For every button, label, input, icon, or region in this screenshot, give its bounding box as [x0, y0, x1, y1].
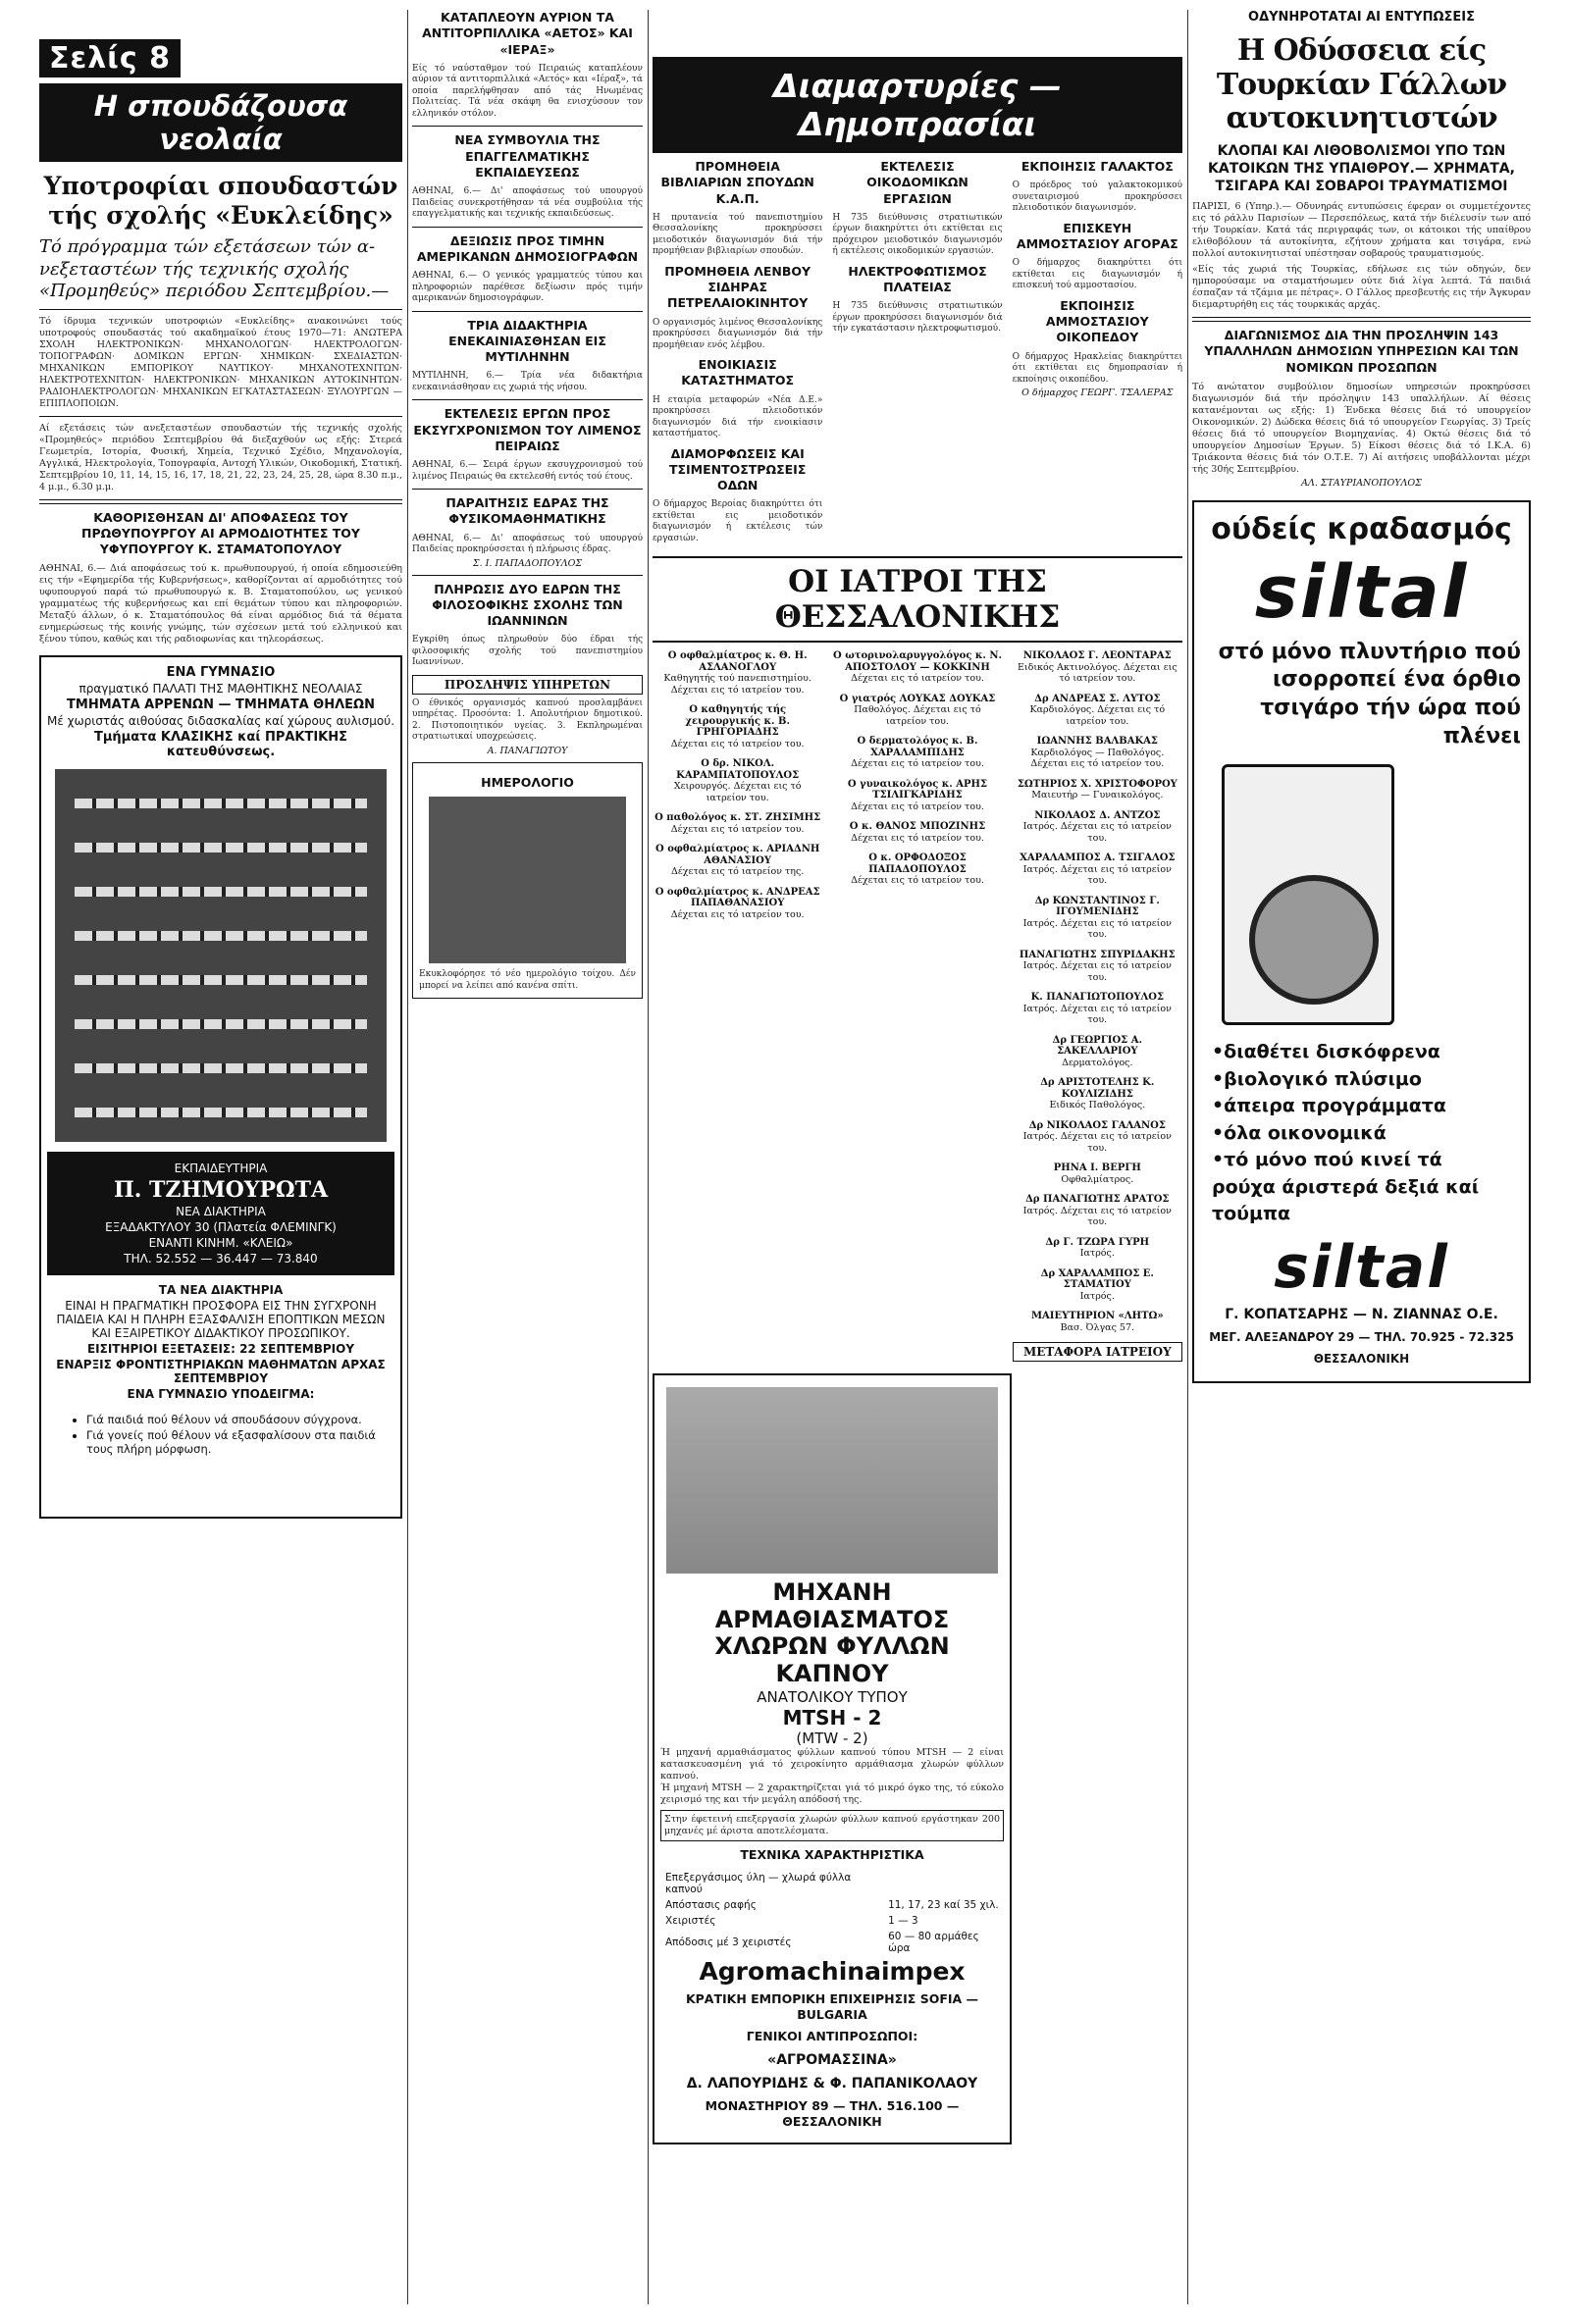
notice-heading: ΠΡΟΣΛΗΨΙΣ ΥΠΗΡΕΤΩΝ — [412, 675, 643, 695]
list-item: • Γιά γονείς πού θέλουν νά εξασφαλίσουν στα παιδιά τους πλήρη μόρφωση. — [86, 1428, 394, 1456]
ad-line: ΝΕΑ ΔΙΑΚΤΗΡΙΑ — [176, 1205, 266, 1219]
doctor-listing — [1013, 650, 1182, 685]
headline-ioannina: ΠΛΗΡΩΣΙΣ ΔΥΟ ΕΔΡΩΝ ΤΗΣ ΦΙΛΟΣΟΦΙΚΗΣ ΣΧΟΛΗΣ ΤΩΝ ΙΩΑΝΝΙΝΩΝ — [432, 581, 623, 628]
school-name: Π. ΤΖΗΜΟΥΡΩΤΑ — [113, 1177, 329, 1204]
doctor-name: Ο οφθαλμίατρος κ. Θ. Η. ΑΣΛΑΝΟΓΛΟΥ — [667, 650, 808, 673]
signature: Α. ΠΑΝΑΓΙΩΤΟΥ — [487, 745, 568, 756]
notice-heading: ΕΠΙΣΚΕΥΗ ΑΜΜΟΣΤΑΣΙΟΥ ΑΓΟΡΑΣ — [1016, 220, 1178, 251]
machine-description: Ή μηχανή MTSH — 2 χαρακτηρίζεται γιά τό μικρό όγκο της, τό εύκολο χειρισμό της και τήν μεγάλη απόδοσή της. — [660, 1782, 1004, 1805]
section-banner: Η σπουδάζουσα νεολαία — [39, 83, 402, 162]
article-body: ΑΘΗΝΑΙ, 6.— Δι' αποφάσεως τού υπουργού Παιδείας συνεκροτήθησαν τά νέα συμβούλια τής επαγγελματικής και τεχνικής εκπαιδεύσεως. — [412, 186, 643, 219]
headline-schools-mytilene: ΤΡΙΑ ΔΙΔΑΚΤΗΡΙΑ ΕΝΕΚΑΙΝΙΑΣΘΗΣΑΝ ΕΙΣ ΜΥΤΙΛΗΝΗΝ — [448, 317, 606, 364]
doctor-info: Χειρουργός. Δέχεται εις τό ιατρείον του. — [673, 781, 802, 803]
auction-notices — [653, 153, 1182, 544]
representatives-label: ΓΕΝΙΚΟΙ ΑΝΤΙΠΡΟΣΩΠΟΙ: — [746, 2029, 918, 2044]
signature: Σ. Ι. ΠΑΠΑΔΟΠΟΥΛΟΣ — [472, 557, 583, 569]
page-number: Σελίς 8 — [39, 39, 181, 77]
article-body: «Είς τάς χωριά τής Τουρκίας, εδήλωσε εις τών οδηγών, δεν ημπορούσαμε να σταματήσωμεν ούτε διά λίγα λεπτά. Τά παιδιά έσπαζαν τά τζάμια με πέτρας». Ο Γάλλος πρεσβευτής εις τήν Άγκυραν διεμαρτυρήθη εις τάς τουρκικάς αρχάς. — [1192, 264, 1531, 311]
doctor-info: Ιατρός. Δέχεται εις τό ιατρείον του. — [1022, 960, 1172, 983]
spec-row — [662, 1930, 1002, 1955]
doctor-name: Ο γιατρός ΛΟΥΚΑΣ ΔΟΥΚΑΣ — [839, 693, 996, 704]
doctor-listing — [1013, 810, 1182, 845]
headline-reception: ΔΕΞΙΩΣΙΣ ΠΡΟΣ ΤΙΜΗΝ ΑΜΕΡΙΚΑΝΩΝ ΔΗΜΟΣΙΟΓΡΑΦΩΝ — [416, 232, 639, 264]
dealer-name: Γ. ΚΟΠΑΤΣΑΡΗΣ — Ν. ΖΙΑΝΝΑΣ Ο.Ε. — [1225, 1307, 1498, 1323]
notice-heading: ΕΚΤΕΛΕΣΙΣ ΟΙΚΟΔΟΜΙΚΩΝ ΕΡΓΑΣΙΩΝ — [866, 159, 968, 206]
ad-line: ΕΝΑ ΓΥΜΝΑΣΙΟ ΥΠΟΔΕΙΓΜΑ: — [127, 1387, 315, 1402]
ad-line: ΕΚΠΑΙΔΕΥΤΗΡΙΑ — [174, 1162, 268, 1176]
doctor-info: Δέχεται εις τό ιατρείον του. — [851, 673, 984, 685]
school-building-image — [55, 769, 387, 1142]
dealer-city: ΘΕΣΣΑΛΟΝΙΚΗ — [1313, 1352, 1410, 1367]
doctor-info: Βασ. Όλγας 57. — [1060, 1321, 1135, 1333]
doctor-info: Ιατρός. — [1079, 1248, 1115, 1260]
doctor-listing — [1013, 896, 1182, 941]
doctor-name: Κ. ΠΑΝΑΓΙΩΤΟΠΟΥΛΟΣ — [1030, 992, 1165, 1004]
ad-line: ΤΑ ΝΕΑ ΔΙΑΚΤΗΡΙΑ — [158, 1283, 284, 1298]
ad-title: ΗΜΕΡΟΛΟΓΙΟ — [481, 774, 574, 790]
machine-description: Ή μηχανή αρμαθιάσματος φύλλων καπνού τύπου MTSH — 2 είναι κατασκευασμένη γιά τό χειροκίνητο αρμάθιασμα χλωρών φύλλων καπνού. — [660, 1746, 1004, 1782]
doctor-listing — [653, 758, 822, 803]
doctor-info: Δέχεται εις τό ιατρείον της. — [671, 866, 805, 878]
doctor-name: Ο παθολόγος κ. ΣΤ. ΖΗΣΙΜΗΣ — [654, 812, 821, 824]
doctor-name: Ο δρ. ΝΙΚΟΛ. ΚΑΡΑΜΠΑΤΟΠΟΥΛΟΣ — [676, 758, 800, 781]
doctor-info: Παθολόγος. Δέχεται εις τό ιατρείον του. — [854, 704, 981, 727]
representative-name: Δ. ΛΑΠΟΥΡΙΔΗΣ & Φ. ΠΑΠΑΝΙΚΟΛΑΟΥ — [686, 2075, 978, 2092]
doctor-listing — [832, 694, 1002, 728]
doctors-list — [1013, 650, 1182, 1366]
spec-cell — [885, 1871, 1002, 1896]
divider — [412, 311, 643, 312]
doctor-listing — [1013, 1311, 1182, 1333]
doctor-listing — [1013, 1268, 1182, 1303]
doctor-listing — [1013, 950, 1182, 984]
article-body: ΑΘΗΝΑΙ, 6.— Δι' αποφάσεως τού υπουργού Παιδείας προκηρύσσεται ή πλήρωσις έδρας. — [412, 533, 643, 554]
notice-body: Η 735 διεύθυνσις στρατιωτικών έργων προκηρύσσει διαγωνισμόν διά τήν εγκατάστασιν ηλεκτροφωτισμού. — [832, 301, 1003, 335]
ad-body: Εκυκλοφόρησε τό νέο ημερολόγιο τοίχου. Δέν μπορεί να λείπει από κανένα σπίτι. — [419, 969, 636, 991]
doctor-listing — [1013, 992, 1182, 1026]
doctor-listing — [1013, 1194, 1182, 1228]
spec-cell: Επεξεργάσιμος ύλη — χλωρά φύλλα καπνού — [665, 1871, 852, 1895]
calendar-advertisement — [412, 762, 643, 999]
doctor-name: Δρ ΠΑΝΑΓΙΩΤΗΣ ΑΡΑΤΟΣ — [1025, 1194, 1170, 1206]
doctor-listing — [832, 779, 1002, 813]
ad-line: ΕΝΑΡΞΙΣ ΦΡΟΝΤΙΣΤΗΡΙΑΚΩΝ ΜΑΘΗΜΑΤΩΝ ΑΡΧΑΣ ΣΕΠΤΕΜΒΡΙΟΥ — [56, 1358, 386, 1386]
headline-deputy-minister: ΚΑΘΟΡΙΣΘΗΣΑΝ ΔΙ' ΑΠΟΦΑΣΕΩΣ ΤΟΥ ΠΡΩΘΥΠΟΥΡΓΟΥ ΑΙ ΑΡΜΟΔΙΟΤΗΤΕΣ ΤΟΥ ΥΦΥΠΟΥΡΓΟΥ Κ. ΣΤΑΜΑΤΟΠΟΥΛΟΥ — [81, 509, 360, 556]
ad-line: ΤΜΗΜΑΤΑ ΑΡΡΕΝΩΝ — ΤΜΗΜΑΤΑ ΘΗΛΕΩΝ — [67, 697, 375, 713]
notice-heading: ΕΚΠΟΙΗΣΙΣ ΓΑΛΑΚΤΟΣ — [1020, 159, 1174, 174]
ad-list — [47, 1413, 394, 1456]
divider — [412, 126, 643, 127]
headline-piraeus-port: ΕΚΤΕΛΕΣΙΣ ΕΡΓΩΝ ΠΡΟΣ ΕΚΣΥΓΧΡΟΝΙΣΜΟΝ ΤΟΥ ΛΙΜΕΝΟΣ ΠΕΙΡΑΙΩΣ — [413, 406, 642, 453]
headline-councils: ΝΕΑ ΣΥΜΒΟΥΛΙΑ ΤΗΣ ΕΠΑΓΓΕΛΜΑΤΙΚΗΣ ΕΚΠΑΙΔΕΥΣΕΩΣ — [454, 132, 601, 180]
doctor-info: Ειδικός Παθολόγος. — [1049, 1100, 1146, 1111]
spec-cell: 60 — 80 αρμάθες ώρα — [888, 1930, 979, 1954]
doctor-listing — [832, 821, 1002, 844]
doctor-name: Δρ ΑΡΙΣΤΟΤΕΛΗΣ Κ. ΚΟΥΛΙΖΙΔΗΣ — [1040, 1077, 1155, 1100]
doctors-list — [653, 650, 822, 1366]
representative-address: ΜΟΝΑΣΤΗΡΙΟΥ 89 — ΤΗΛ. 516.100 — ΘΕΣΣΑΛΟΝΙΚΗ — [705, 2098, 960, 2130]
doctor-listing — [653, 704, 822, 749]
lead-paragraph: Τό πρόγραμμα τών εξετάσεων τών α-νεξεταστέων τής τεχνικής σχολής «Προμηθεύς» περιόδου Σεπτεμβρίου.— — [39, 236, 402, 310]
doctor-name: Ο κ. ΘΑΝΟΣ ΜΠΟΖΙΝΗΣ — [849, 821, 986, 833]
feature-item: •άπειρα προγράμματα — [1212, 1095, 1446, 1117]
notice-heading: ΠΡΟΜΗΘΕΙΑ ΛΕΝΒΟΥ ΣΙΔΗΡΑΣ ΠΕΤΡΕΛΑΙΟΚΙΝΗΤΟΥ — [664, 263, 811, 311]
notice-body: Η 735 διεύθυνσις στρατιωτικών έργων διακηρύττει ότι εκτίθεται εις πρόχειρον μειοδοτικόν διαγωνισμόν ή εκτέλεσις οικοδομικών εργασιών. — [832, 212, 1003, 257]
doctor-info: Δερματολόγος. — [1062, 1057, 1133, 1068]
doctor-name: Δρ Γ. ΤΖΩΡΑ ΓΥΡΗ — [1045, 1236, 1150, 1248]
doctor-info: Ιατρός. Δέχεται εις τό ιατρείον του. — [1022, 1205, 1172, 1228]
article-body: Είς τό ναύσταθμον τού Πειραιώς καταπλέουν αύριον τά αντιτορπιλλικά «Αετός» και «Ιέραξ», τά οποία παρελήφθησαν από τάς Ηνωμένας Πολιτείας. Τά νέα σκάφη θα ενισχύσουν τον ελληνικόν στόλον. — [412, 63, 643, 119]
doctor-info: Ιατρός. — [1079, 1290, 1115, 1302]
doctor-listing — [1013, 1162, 1182, 1185]
school-name-box — [47, 1152, 394, 1275]
notice-body: Ο δήμαρχος διακηρύττει ότι εκτίθεται εις διαγωνισμόν ή επισκευή τού αμμοστασίου. — [1012, 258, 1182, 291]
ad-phone: ΤΗΛ. 52.552 — 36.447 — 73.840 — [124, 1252, 318, 1266]
article-body: Τό ανώτατον συμβούλιον δημοσίων υπηρεσιών προκηρύσσει διαγωνισμόν διά τήν πρόσληψιν 143 υπαλλήλων. Αί θέσεις κατανέμονται ως εξής: 1) Ένδεκα θέσεις διά τό υπουργείον Οικονομικών. 2) Δώδεκα θέσεις διά τό υπουργείον Γεωργίας. 3) Τρείς θέσεις διά τό υπουργείον Βιομηχανίας. 4) Οκτώ θέσεις διά τό υπουργείον Δημοσίων Έργων. 5) Είκοσι θέσεις διά τό Ι.Κ.Α. 6) Τριάκοντα θέσεις διά τόν Ο.Τ.Ε. 7) Αί αιτήσεις υποβάλλονται μέχρι τής 30ής Σεπτεμβρίου. — [1192, 381, 1531, 475]
spec-heading: ΤΕΧΝΙΚΑ ΧΑΡΑΚΤΗΡΙΣΤΙΚΑ — [740, 1846, 924, 1862]
spec-cell: 1 — 3 — [888, 1914, 918, 1927]
doctor-info: Οφθαλμίατρος. — [1061, 1173, 1134, 1185]
article-body: ΑΘΗΝΑΙ, 6.— Ο γενικός γραμματεύς τύπου και πληροφοριών παρέθεσε δεξίωσιν πρός τιμήν αμερικανών δημοσιογράφων. — [412, 271, 643, 303]
doctor-listing — [1013, 779, 1182, 801]
column-news — [412, 0, 643, 1005]
column-turkey-rally — [1192, 0, 1531, 1383]
doctor-info: Ιατρός. Δέχεται εις τό ιατρείον του. — [1022, 821, 1172, 844]
spec-row — [662, 1914, 1002, 1928]
doctor-info: Δέχεται εις τό ιατρείον του. — [670, 908, 805, 920]
notice-heading: ΠΡΟΜΗΘΕΙΑ ΒΙΒΛΙΑΡΙΩΝ ΣΠΟΥΔΩΝ Κ.Α.Π. — [660, 159, 814, 206]
ad-line: Μέ χωριστάς αιθούσας διδασκαλίας καί χώρους αυλισμού. — [47, 714, 395, 729]
notice-body: Ο δήμαρχος Ηρακλείας διακηρύττει ότι εκτίθεται εις δημοπρασίαν ή εκποίησις οικοπέδου. — [1012, 351, 1182, 385]
doctor-name: ΜΑΙΕΥΤΗΡΙΟΝ «ΛΗΤΩ» — [1030, 1311, 1164, 1322]
doctor-name: ΣΩΤΗΡΙΟΣ Χ. ΧΡΙΣΤΟΦΟΡΟΥ — [1017, 778, 1178, 790]
school-advertisement — [39, 655, 402, 1519]
spec-cell: Απόστασις ραφής — [665, 1898, 757, 1911]
doctor-listing — [1013, 1120, 1182, 1155]
divider — [1192, 317, 1531, 322]
headline-scholarships: Υποτροφίαι σπουδαστών τής σχολής «Ευκλείδης» — [43, 172, 398, 230]
doctor-info: Δέχεται εις τό ιατρείον του. — [851, 832, 984, 844]
notice-body: Η πρυτανεία τού πανεπιστημίου Θεσσαλονίκης προκηρύσσει μειοδοτικόν διαγωνισμόν διά τήν προμήθειαν βιβλιαρίων σπουδών. — [653, 212, 823, 257]
doctor-listing — [1013, 1237, 1182, 1260]
doctor-name: Ο δερματολόγος κ. Β. ΧΑΡΑΛΑΜΠΙΔΗΣ — [857, 736, 978, 758]
divider — [412, 399, 643, 400]
feature-item: •βιολογικό πλύσιμο — [1212, 1067, 1422, 1090]
divider — [412, 227, 643, 228]
spec-cell: 11, 17, 23 καί 35 χιλ. — [888, 1898, 999, 1911]
feature-list — [1212, 1039, 1511, 1228]
notice-body: Ο δήμαρχος Βεροίας διακηρύττει ότι εκτίθεται εις μειοδοτικόν διαγωνισμόν ή εκτέλεσις τών εργασιών. — [653, 499, 823, 543]
doctor-info: Καθηγητής τού πανεπιστημίου. Δέχεται εις τό ιατρείον του. — [663, 673, 811, 696]
representative-name: «ΑΓΡΟΜΑΣΣΙΝΑ» — [767, 2051, 897, 2068]
doctor-listing — [832, 852, 1002, 887]
feature-item: •διαθέτει δισκόφρενα — [1212, 1041, 1440, 1063]
article-body: Αί εξετάσεις τών ανεξεταστέων σπουδαστών τής τεχνικής σχολής «Προμηθεύς» περιόδου Σεπτεμβρίου θά διεξαχθούν ως εξής: Στερεά Γεωμετρία, Ιστορία, Φυσική, Χημεία, Τεχνικό Σχέδιο, Μηχανολογία, Αγγλικά, Ηλεκτρολογία, Τοπογραφία, Αντοχή Υλικών, Οικοδομική, Στατική. Σεπτεμβρίου 10, 11, 14, 15, 16, 17, 18, 21, 22, 23, 24, 25, 28, ώρα 8.30 π.μ., 4 μ.μ., 6.30 μ.μ. — [39, 422, 402, 492]
doctor-info: Ιατρός. Δέχεται εις τό ιατρείον του. — [1022, 1003, 1172, 1026]
article-body: ΑΘΗΝΑΙ, 6.— Διά αποφάσεως τού κ. πρωθυπουργού, ή οποία εδημοσιεύθη εις τήν «Εφημερίδα τής Κυβερνήσεως», καθορίζονται αί αρμοδιότητες τού υφυπουργού παρά τώ πρωθυπουργώ κ. Β. Σταματοπούλου, ως γενικού γραμματέως τής κυβερνήσεως και επί θεμάτων τύπου και πληροφοριών. Μεταξύ άλλων, ό κ. Σταματόπουλος θά είναι αρμόδιος διά τά θέματα ενημερώσεως τής κοινής γνώμης, τών σχέσεων μετά τού ελληνικού και ξένου τύπου, καθώς και τής ραδιοφωνίας και τηλεοράσεως. — [39, 563, 402, 646]
column-auctions — [653, 0, 1182, 2144]
spec-cell: Απόδοσις μέ 3 χειριστές — [665, 1936, 792, 1948]
doctor-listing — [653, 887, 822, 921]
doctor-info: Ιατρός. Δέχεται εις τό ιατρείον του. — [1022, 863, 1172, 887]
doctor-info: Δέχεται εις τό ιατρείον του. — [670, 738, 805, 749]
article-body: Εγκρίθη όπως πληρωθούν δύο έδραι τής φιλοσοφικής σχολής τού πανεπιστημίου Ιωαννίνων. — [412, 635, 643, 668]
doctor-name: Ο οφθαλμίατρος κ. ΑΝΔΡΕΑΣ ΠΑΠΑΘΑΝΑΣΙΟΥ — [654, 886, 820, 909]
machine-image — [666, 1387, 998, 1574]
notice-heading: ΜΕΤΑΦΟΡΑ ΙΑΤΡΕΙΟΥ — [1013, 1342, 1182, 1362]
section-banner: Διαμαρτυρίες — Δημοπρασίαι — [653, 57, 1182, 153]
ad-slogan: στό μόνο πλυντήριο πού ισορροπεί ένα όρθιο τσιγάρο τήν ώρα πού πλένει — [1218, 639, 1521, 749]
doctor-name: Δρ ΝΙΚΟΛΑΟΣ ΓΑΛΑΝΟΣ — [1028, 1119, 1166, 1131]
article-body: Ο έθνικός οργανισμός καπνού προσλαμβάνει υπηρέτας. Προσόντα: 1. Απολυτήριον δημοτικού. 2. Πιστοποιητικόν υγείας. 3. Εκπληρωμέναι στρατιωτικαί υποχρεώσεις. — [412, 697, 643, 743]
tobacco-machine-advertisement — [653, 1373, 1012, 2143]
divider — [39, 499, 402, 504]
headline-destroyers: ΚΑΤΑΠΛΕΟΥΝ ΑΥΡΙΟΝ ΤΑ ΑΝΤΙΤΟΡΠΙΛΛΙΚΑ «ΑΕΤΟΣ» ΚΑΙ «ΙΕΡΑΞ» — [422, 10, 633, 57]
doctor-listing — [653, 650, 822, 696]
doctor-info: Καρδιολόγος. Δέχεται εις τό ιατρείον του. — [1029, 704, 1166, 727]
doctor-info: Δέχεται εις τό ιατρείον του. — [670, 823, 805, 835]
divider — [39, 416, 402, 417]
article-body: Τό ίδρυμα τεχνικών υποτροφιών «Ευκλείδης» ανακοινώνει τούς υποτροφούς σπουδαστάς τού ακαδημαϊκού έτους 1970—71: ΑΝΩΤΕΡΑ ΣΧΟΛΗ ΗΛΕΚΤΡΟΝΙΚΩΝ· ΜΗΧΑΝΟΛΟΓΩΝ· ΗΛΕΚΤΡΟΛΟΓΩΝ· ΤΟΠΟΓΡΑΦΩΝ· ΔΟΜΙΚΩΝ ΕΡΓΩΝ· ΧΗΜΙΚΩΝ· ΣΧΕΔΙΑΣΤΩΝ· ΜΗΧΑΝΙΚΩΝ ΕΜΠΟΡΙΚΟΥ ΝΑΥΤΙΚΟΥ· ΜΗΧΑΝΟΤΕΧΝΙΤΩΝ· ΗΛΕΚΤΡΟΤΕΧΝΙΤΩΝ· ΗΛΕΚΤΡΟΝΙΚΩΝ· ΜΗΧΑΝΙΚΩΝ ΑΥΤΟΚΙΝΗΤΩΝ· ΡΑΔΙΟΗΛΕΚΤΡΟΛΟΓΩΝ· ΜΗΧΑΝΙΚΩΝ ΕΓΚΑΤΑΣΤΑΣΕΩΝ· ΞΥΛΟΥΡΓΩΝ — ΕΠΙΠΛΟΠΟΙΩΝ. — [39, 315, 402, 409]
article-body: ΜΥΤΙΛΗΝΗ, 6.— Τρία νέα διδακτήρια ενεκαινιάσθησαν εις χωριά τής νήσου. — [412, 371, 643, 392]
machine-title: ΜΗΧΑΝΗ ΑΡΜΑΘΙΑΣΜΑΤΟΣ ΧΛΩΡΩΝ ΦΥΛΛΩΝ ΚΑΠΝΟΥ — [714, 1578, 950, 1688]
doctor-info: Δέχεται εις τό ιατρείον του. — [851, 875, 984, 887]
spec-table — [660, 1869, 1004, 1957]
signature: Ο δήμαρχος ΓΕΩΡΓ. ΤΣΑΛΕΡΑΣ — [1021, 387, 1174, 398]
notice-heading: ΗΛΕΚΤΡΟΦΩΤΙΣΜΟΣ ΠΛΑΤΕΙΑΣ — [848, 263, 987, 294]
brand-logo: Agromachinaimpex — [699, 1956, 966, 1986]
notice-body: Η εταιρία μεταφορών «Νέα Δ.Ε.» προκηρύσσει πλειοδοτικόν διαγωνισμόν διά τήν ενοικίασιν καταστήματος. — [653, 394, 823, 439]
column-rule — [648, 10, 649, 2304]
subheadline: ΚΛΟΠΑΙ ΚΑΙ ΛΙΘΟΒΟΛΙΣΜΟΙ ΥΠΟ ΤΩΝ ΚΑΤΟΙΚΩΝ ΤΗΣ ΥΠΑΙΘΡΟΥ.— ΧΡΗΜΑΤΑ, ΤΣΙΓΑΡΑ ΚΑΙ ΣΟΒΑΡΟΙ ΤΡΑΥΜΑΤΙΣΜΟΙ — [1208, 142, 1515, 194]
column-rule — [1187, 10, 1188, 2304]
doctor-info: Ιατρός. Δέχεται εις τό ιατρείον του. — [1022, 917, 1172, 941]
divider — [412, 575, 643, 576]
ad-line: ΕΙΣΙΤΗΡΙΟΙ ΕΞΕΤΑΣΕΙΣ: 22 ΣΕΠΤΕΜΒΡΙΟΥ — [86, 1342, 355, 1357]
doctor-name: Ο γυναικολόγος κ. ΑΡΗΣ ΤΣΙΛΙΓΚΑΡΙΔΗΣ — [847, 778, 988, 801]
headline-physics-chair: ΠΑΡΑΙΤΗΣΙΣ ΕΔΡΑΣ ΤΗΣ ΦΥΣΙΚΟΜΑΘΗΜΑΤΙΚΗΣ — [445, 495, 609, 527]
doctor-name: ΝΙΚΟΛΑΟΣ Γ. ΛΕΟΝΤΑΡΑΣ — [1022, 650, 1172, 662]
notice-heading: ΔΙΑΜΟΡΦΩΣΕΙΣ ΚΑΙ ΤΣΙΜΕΝΤΟΣΤΡΩΣΕΙΣ ΟΔΩΝ — [668, 445, 807, 492]
kicker: ΟΔΥΝΗΡΟΤΑΤΑΙ ΑΙ ΕΝΤΥΠΩΣΕΙΣ — [1248, 10, 1475, 25]
doctor-listing — [653, 812, 822, 835]
siltal-logo: siltal — [1274, 1233, 1449, 1303]
doctor-name: ΙΩΑΝΝΗΣ ΒΑΛΒΑΚΑΣ — [1036, 736, 1158, 748]
calendar-image — [429, 797, 626, 963]
doctor-info: Ιατρός. Δέχεται εις τό ιατρείον του. — [1022, 1131, 1172, 1154]
notice-heading: ΕΚΠΟΙΗΣΙΣ ΑΜΜΟΣΤΑΣΙΟΥ ΟΙΚΟΠΕΔΟΥ — [1045, 297, 1149, 345]
doctor-name: Ο ωτορινολαρυγγολόγος κ. Ν. ΑΠΟΣΤΟΛΟΥ — ΚΟΚΚΙΝΗ — [833, 650, 1002, 673]
machine-model: MTSH - 2 — [782, 1705, 882, 1730]
doctor-listing — [832, 650, 1002, 685]
doctor-listing — [653, 844, 822, 878]
machine-type: ΑΝΑΤΟΛΙΚΟΥ ΤΥΠΟΥ — [757, 1687, 908, 1706]
siltal-logo: siltal — [1254, 549, 1469, 635]
list-item: • Γιά παιδιά πού θέλουν νά σπουδάσουν σύγχρονα. — [86, 1413, 394, 1426]
ad-tagline: ούδείς κραδασμός — [1211, 511, 1512, 546]
newspaper-page — [39, 0, 1531, 2324]
dealer-address: ΜΕΓ. ΑΛΕΞΑΝΔΡΟΥ 29 — ΤΗΛ. 70.925 - 72.325 — [1209, 1330, 1514, 1345]
article-body: ΑΘΗΝΑΙ, 6.— Σειρά έργων εκσυγχρονισμού τού λιμένος Πειραιώς θα εκτελεσθή εντός τού έτους. — [412, 460, 643, 482]
doctor-name: Ο καθηγητής τής χειρουργικής κ. Β. ΓΡΗΓΟΡΙΑΔΗΣ — [685, 704, 790, 739]
doctor-name: Δρ ΚΩΝΣΤΑΝΤΙΝΟΣ Γ. ΙΓΟΥΜΕΝΙΔΗΣ — [1034, 895, 1160, 918]
doctors-list — [832, 650, 1002, 1366]
doctor-info: Ειδικός Ακτινολόγος. Δέχεται εις τό ιατρείον του. — [1017, 661, 1178, 685]
ad-line: πραγματικό ΠΑΛΑΤΙ ΤΗΣ ΜΑΘΗΤΙΚΗΣ ΝΕΟΛΑΙΑΣ — [78, 682, 363, 697]
notice-body: Ο οργανισμός λιμένος Θεσσαλονίκης προκηρύσσει διαγωνισμόν διά τήν προμήθειαν ενός λέμβου. — [653, 317, 823, 350]
doctor-name: Δρ ΧΑΡΑΛΑΜΠΟΣ Ε. ΣΤΑΜΑΤΙΟΥ — [1040, 1267, 1154, 1291]
headline-odyssey: Η Οδύσσεια είς Τουρκίαν Γάλλων αυτοκινητιστών — [1216, 33, 1507, 135]
doctor-name: ΡΗΝΑ Ι. ΒΕΡΓΗ — [1053, 1162, 1141, 1174]
feature-item: •όλα οικονομικά — [1212, 1121, 1387, 1144]
doctors-directory — [653, 650, 1182, 1366]
ad-line: ΕΝΑ ΓΥΜΝΑΣΙΟ — [166, 665, 276, 681]
column-youth — [39, 0, 402, 1519]
doctor-listing — [1013, 694, 1182, 728]
notice-body: Ο πρόεδρος τού γαλακτοκομικού συνεταιρισμού προκηρύσσει πλειοδοτικόν διαγωνισμόν. — [1012, 181, 1182, 214]
machine-model-alt: (MTW - 2) — [796, 1729, 868, 1747]
column-rule — [407, 10, 408, 2304]
feature-item: •τό μόνο πού κινεί τά ρούχα άριστερά δεξιά καί τούμπα — [1212, 1149, 1480, 1225]
spec-cell: Χειριστές — [665, 1914, 716, 1927]
doctor-listing — [832, 736, 1002, 770]
article-body: ΠΑΡΙΣΙ, 6 (Υπηρ.).— Οδυνηράς εντυπώσεις έφεραν οι συμμετέχοντες εις τό ράλλυ Παρισίων — Περσεπόλεως, κατά τήν διέλευσίν των από τήν Τουρκίαν. Κατά τάς περιγραφάς των, οι κάτοικοι τής υπαίθρου ελιθοβόλουν τά αυτοκίνητα, εζήτουν χρήματα και τσιγάρα, ενώ πολλοί αυτοκινητισταί υπέστησαν σοβαρούς τραυματισμούς. — [1192, 201, 1531, 260]
doctor-name: Ο οφθαλμίατρος κ. ΑΡΙΑΔΝΗ ΑΘΑΝΑΣΙΟΥ — [655, 844, 820, 866]
ad-line: Τμήματα ΚΛΑΣΙΚΗΣ καί ΠΡΑΚΤΙΚΗΣ κατευθύνσεως. — [93, 730, 348, 760]
spec-row — [662, 1898, 1002, 1912]
doctor-name: ΧΑΡΑΛΑΜΠΟΣ Α. ΤΣΙΓΑΛΟΣ — [1020, 852, 1176, 864]
notice-heading: ΕΝΟΙΚΙΑΣΙΣ ΚΑΤΑΣΤΗΜΑΤΟΣ — [681, 357, 795, 388]
doctor-info: Καρδιολόγος — Παθολόγος. Δέχεται εις τό ιατρείον του. — [1030, 747, 1165, 770]
doctor-info: Δέχεται εις τό ιατρείον του. — [851, 800, 984, 812]
signature: ΑΛ. ΣΤΑΥΡΙΑΝΟΠΟΥΛΟΣ — [1301, 477, 1422, 489]
washing-machine-image — [1222, 764, 1394, 1025]
doctor-name: Ο κ. ΟΡΦΟΔΟΞΟΣ ΠΑΠΑΔΟΠΟΥΛΟΣ — [868, 852, 967, 875]
brand-subtitle: ΚΡΑΤΙΚΗ ΕΜΠΟΡΙΚΗ ΕΠΙΧΕΙΡΗΣΙΣ SOFIA — BULGARIA — [685, 1990, 979, 2023]
ad-line: ΕΙΝΑΙ Η ΠΡΑΓΜΑΤΙΚΗ ΠΡΟΣΦΟΡΑ ΕΙΣ ΤΗΝ ΣΥΓΧΡΟΝΗ ΠΑΙΔΕΙΑ ΚΑΙ Η ΠΛΗΡΗ ΕΞΑΣΦΑΛΙΣΗ ΕΠΟΠΤΙΚΩΝ ΜΕΣΩΝ ΚΑΙ ΕΞΑΙΡΕΤΙΚΟΥ ΔΙΔΑΚΤΙΚΟΥ ΠΡΟΣΩΠΙΚΟΥ. — [56, 1299, 386, 1341]
ad-line: ΕΝΑΝΤΙ ΚΙΝΗΜ. «ΚΛΕΙΩ» — [148, 1236, 293, 1251]
doctor-listing — [1013, 852, 1182, 887]
doctor-listing — [1013, 736, 1182, 770]
machine-description: Στην έφετεινή επεξεργασία χλωρών φύλλων καπνού εργάστηκαν 200 μηχανές μέ άριστα αποτελέσματα. — [660, 1810, 1004, 1841]
divider — [412, 489, 643, 490]
spec-row — [662, 1871, 1002, 1896]
doctor-name: Δρ ΓΕΩΡΓΙΟΣ Α. ΣΑΚΕΛΛΑΡΙΟΥ — [1052, 1034, 1142, 1058]
doctor-name: ΠΑΝΑΓΙΩΤΗΣ ΣΠΥΡΙΔΑΚΗΣ — [1019, 949, 1176, 960]
ad-line: ΕΞΑΔΑΚΤΥΛΟΥ 30 (Πλατεία ΦΛΕΜΙΝΓΚ) — [105, 1220, 337, 1235]
doctor-listing — [1013, 1077, 1182, 1111]
doctor-info: Δέχεται εις τό ιατρείον του. — [851, 758, 984, 770]
doctor-info: Μαιευτήρ — Γυναικολόγος. — [1031, 790, 1164, 801]
headline-civil-service: ΔΙΑΓΩΝΙΣΜΟΣ ΔΙΑ ΤΗΝ ΠΡΟΣΛΗΨΙΝ 143 ΥΠΑΛΛΗΛΩΝ ΔΗΜΟΣΙΩΝ ΥΠΗΡΕΣΙΩΝ ΚΑΙ ΤΩΝ ΝΟΜΙΚΩΝ ΠΡΟΣΩΠΩΝ — [1204, 328, 1519, 375]
doctor-listing — [1013, 1035, 1182, 1069]
siltal-advertisement — [1192, 500, 1531, 1383]
doctor-name: ΝΙΚΟΛΑΟΣ Δ. ΑΝΤΖΟΣ — [1034, 809, 1161, 821]
doctors-directory-heading: ΟΙ ΙΑΤΡΟΙ ΤΗΣ ΘΕΣΣΑΛΟΝΙΚΗΣ — [653, 556, 1182, 643]
doctor-name: Δρ ΑΝΔΡΕΑΣ Σ. ΛΥΤΟΣ — [1034, 693, 1161, 704]
